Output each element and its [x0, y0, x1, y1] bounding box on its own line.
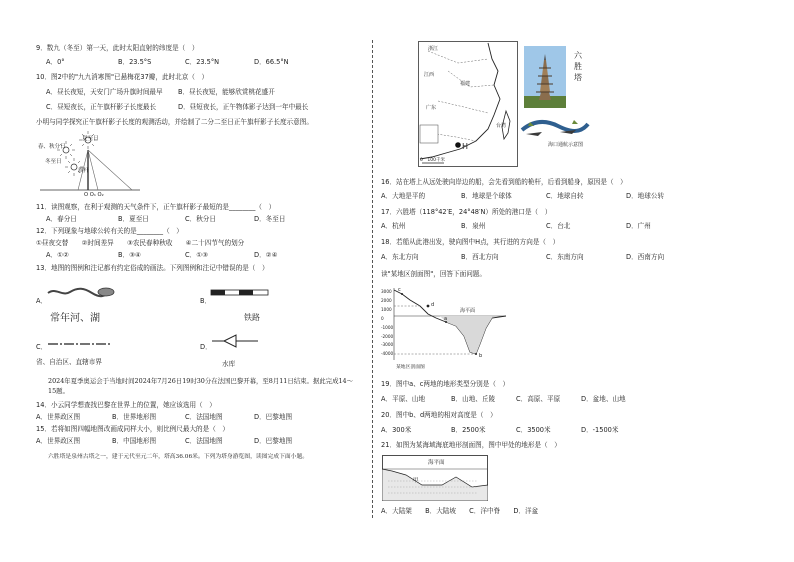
q14-option-c[interactable]: C．法国地图	[185, 413, 223, 421]
q15-option-c[interactable]: C．法国地图	[185, 437, 223, 445]
profile-tick: -4000	[381, 351, 394, 357]
terrain-profile	[380, 284, 510, 370]
q11-option-a[interactable]: A．春分日	[46, 215, 77, 223]
profile-point-b	[475, 353, 477, 355]
q16-option-c[interactable]: C．地球自转	[546, 192, 584, 200]
q19-stem: 19．图中a、c两地的地形类型分别是（ ）	[381, 380, 510, 388]
q10-option-a[interactable]: A．昼长夜短，天安门广场升旗时间最早	[46, 88, 163, 96]
profile-label-a: a	[444, 316, 448, 322]
q13-label-b: 铁路	[244, 313, 260, 322]
q12-items: ①昼夜交替 ②时间差异 ③农民春种秋收 ④二十四节气的划分	[36, 239, 245, 247]
q19-option-b[interactable]: B．山地、丘陵	[451, 395, 496, 403]
q20-option-d[interactable]: D．-1500米	[581, 426, 619, 434]
inset-map	[420, 125, 438, 143]
profile-point-c	[401, 293, 403, 295]
q18-option-b[interactable]: B．西北方向	[461, 253, 499, 261]
profile-label-c: c	[398, 287, 401, 293]
q12-option-a[interactable]: A．①②	[46, 251, 69, 259]
tower-photo	[524, 46, 566, 108]
q12-stem: 12．下列现象与地球公转有关的是________（ ）	[36, 227, 183, 235]
profile-tick: 0	[381, 315, 384, 321]
profile-sea-level-label: 海平面	[460, 308, 476, 314]
railway-legend-symbol	[210, 288, 270, 298]
profile-tick: -1000	[381, 324, 394, 330]
q17-option-d[interactable]: D．广州	[626, 222, 651, 230]
q17-stem: 17．六胜塔（118°42′E，24°48′N）所处的港口是（ ）	[381, 208, 552, 216]
q9-stem: 9．数九（冬至）第一天，此时太阳直射的纬度是（ ）	[36, 44, 199, 52]
q19-option-c[interactable]: C．高原、平原	[516, 395, 561, 403]
reservoir-legend-symbol	[210, 333, 260, 349]
label-flagpole: 旗杆	[78, 168, 90, 174]
q11-stem: 11．读图观察，在利于观测的天气条件下，正午旗杆影子最短的是________（ ）	[36, 203, 276, 211]
profile-tick: -2000	[381, 333, 394, 339]
q16-stem: 16．站在塔上从远处驶向岸边的船，会先看到船的桅杆，后看到船身，原因是（ ）	[381, 178, 627, 186]
map-label-taiwan: 台湾	[496, 123, 507, 129]
passage-q16-18: 六胜塔是泉州古塔之一，建于元代至元二年，塔高36.06米。下列为塔身游览图，读图完成下面小题。	[48, 454, 309, 460]
point-h	[455, 142, 461, 148]
profile-tick: 3000	[381, 289, 392, 294]
q15-option-b[interactable]: B．中国地形图	[112, 437, 157, 445]
q13-label-c: 省、自治区、直辖市界	[36, 358, 102, 366]
q18-option-a[interactable]: A．东北方向	[381, 253, 419, 261]
map-label-fujian: 福建	[460, 81, 471, 87]
q12-option-d[interactable]: D．②④	[254, 251, 278, 259]
label-winter: 冬至日	[45, 159, 62, 165]
q19-option-a[interactable]: A．平原、山地	[381, 395, 426, 403]
profile-label-b: b	[479, 353, 483, 359]
seabed-sea-level-label: 海平面	[428, 460, 445, 466]
ship-caption: 海口通航示意图	[548, 142, 584, 148]
profile-tick: 2000	[381, 297, 392, 303]
profile-ticks	[381, 288, 395, 359]
q11-option-d[interactable]: D．冬至日	[254, 215, 286, 223]
label-equinox: 春、秋分日	[38, 144, 66, 150]
profile-tick: 1000	[381, 306, 392, 312]
q10-option-d[interactable]: D．昼短夜长，正午物体影子达到一年中最长	[178, 103, 309, 111]
q11-option-b[interactable]: B．夏至日	[118, 215, 149, 223]
q13-label-d: 水库	[222, 360, 236, 368]
map-label-zhejiang: 浙江	[428, 46, 439, 52]
q19-option-d[interactable]: D．盆地、山地	[581, 395, 626, 403]
seabed-jia-label: 甲	[413, 478, 419, 484]
q20-option-b[interactable]: B．2500米	[451, 426, 486, 434]
map-scale-label: 0 100千米	[420, 158, 445, 163]
profile-water	[440, 316, 492, 354]
passage-q11-12: 小明与同学探究正午旗杆影子长度的观测活动，并绘制了二分二至日正午旗杆影子长度示意图。	[36, 118, 313, 126]
profile-caption: 某地区剖面图	[396, 365, 425, 370]
map-label-guangdong: 广东	[426, 105, 437, 111]
q18-stem: 18．若船从此港出发，驶向图中H点，其行进的方向是（ ）	[381, 238, 560, 246]
q13-option-d[interactable]: D．	[200, 343, 212, 351]
q13-option-b[interactable]: B．	[200, 297, 212, 305]
q9-option-b[interactable]: B．23.5°S	[118, 58, 152, 66]
q21-options[interactable]: A．大陆架 B．大陆坡 C．洋中脊 D．洋盆	[381, 507, 539, 515]
tower-caption: 六胜塔	[574, 51, 582, 82]
q17-option-a[interactable]: A．杭州	[381, 222, 406, 230]
q13-option-a[interactable]: A．	[36, 297, 48, 305]
q15-stem: 15．若将如图四幅地图改画成同样大小，则比例尺最大的是（ ）	[36, 425, 230, 433]
profile-point-d	[427, 305, 430, 308]
q11-option-c[interactable]: C．秋分日	[185, 215, 216, 223]
q17-option-c[interactable]: C．台北	[546, 222, 571, 230]
q9-option-a[interactable]: A．0°	[46, 58, 65, 66]
river-legend-symbol	[46, 284, 118, 300]
q15-option-a[interactable]: A．世界政区图	[36, 437, 81, 445]
q12-option-b[interactable]: B．③④	[118, 251, 141, 259]
q15-option-d[interactable]: D．巴黎地图	[254, 437, 293, 445]
q13-label-a: 常年河、湖	[50, 313, 100, 324]
passage-q14-15: 2024年夏季奥运会于当地时间2024年7月26日19时30分在法国巴黎开幕，至8月11日结束。据此完成14～15题。	[48, 377, 353, 395]
map-label-h: H	[462, 142, 469, 151]
label-o-points: O O₁ O₂	[84, 192, 104, 198]
ray-equinox	[88, 150, 98, 190]
ray-winter	[88, 150, 132, 190]
q17-option-b[interactable]: B．泉州	[461, 222, 486, 230]
q20-stem: 20．图中b、d两地的相对高度是（ ）	[381, 411, 497, 419]
q20-option-a[interactable]: A．300米	[381, 426, 412, 434]
q16-option-d[interactable]: D．地球公转	[626, 192, 665, 200]
q10-option-b[interactable]: B．昼长夜短，能够欣赏桃花盛开	[178, 88, 275, 96]
profile-tick: -3000	[381, 342, 394, 348]
q16-option-b[interactable]: B．地球是个球体	[461, 192, 512, 200]
q12-option-c[interactable]: C．①③	[185, 251, 209, 259]
q18-option-c[interactable]: C．东南方向	[546, 253, 584, 261]
q9-option-d[interactable]: D．66.5°N	[254, 58, 289, 66]
q14-option-d[interactable]: D．巴黎地图	[254, 413, 293, 421]
ship-route-image	[520, 114, 590, 140]
q14-option-b[interactable]: B．世界地形图	[112, 413, 157, 421]
q10-option-c[interactable]: C．昼短夜长，正午旗杆影子长度最长	[46, 103, 157, 111]
boundary-legend-symbol	[46, 340, 116, 348]
map-label-jiangxi: 江西	[424, 72, 435, 78]
q21-stem: 21．如图为某海域海底地形剖面图，图中甲处的地形是（ ）	[381, 441, 561, 449]
label-summer: 夏至日	[82, 136, 99, 142]
q13-option-c[interactable]: C．	[36, 343, 48, 351]
q14-option-a[interactable]: A．世界政区图	[36, 413, 81, 421]
q14-stem: 14．小云同学想查找巴黎在世界上的位置，她应该选用（ ）	[36, 401, 216, 409]
q9-option-c[interactable]: C．23.5°N	[185, 58, 220, 66]
q20-option-c[interactable]: C．3500米	[516, 426, 551, 434]
q18-option-d[interactable]: D．西南方向	[626, 253, 665, 261]
column-divider	[372, 40, 373, 518]
q16-option-a[interactable]: A．大地是平的	[381, 192, 426, 200]
profile-intro: 读"某地区剖面图"，回答下面问题。	[381, 270, 486, 278]
profile-label-d: d	[431, 302, 435, 308]
q13-stem: 13．地图的图例和注记都有约定俗成的画法。下列图例和注记中错误的是（ ）	[36, 264, 269, 272]
q10-stem: 10．图2中的"九九消寒图"已悬梅花37瓣，此时北京（ ）	[36, 73, 209, 81]
